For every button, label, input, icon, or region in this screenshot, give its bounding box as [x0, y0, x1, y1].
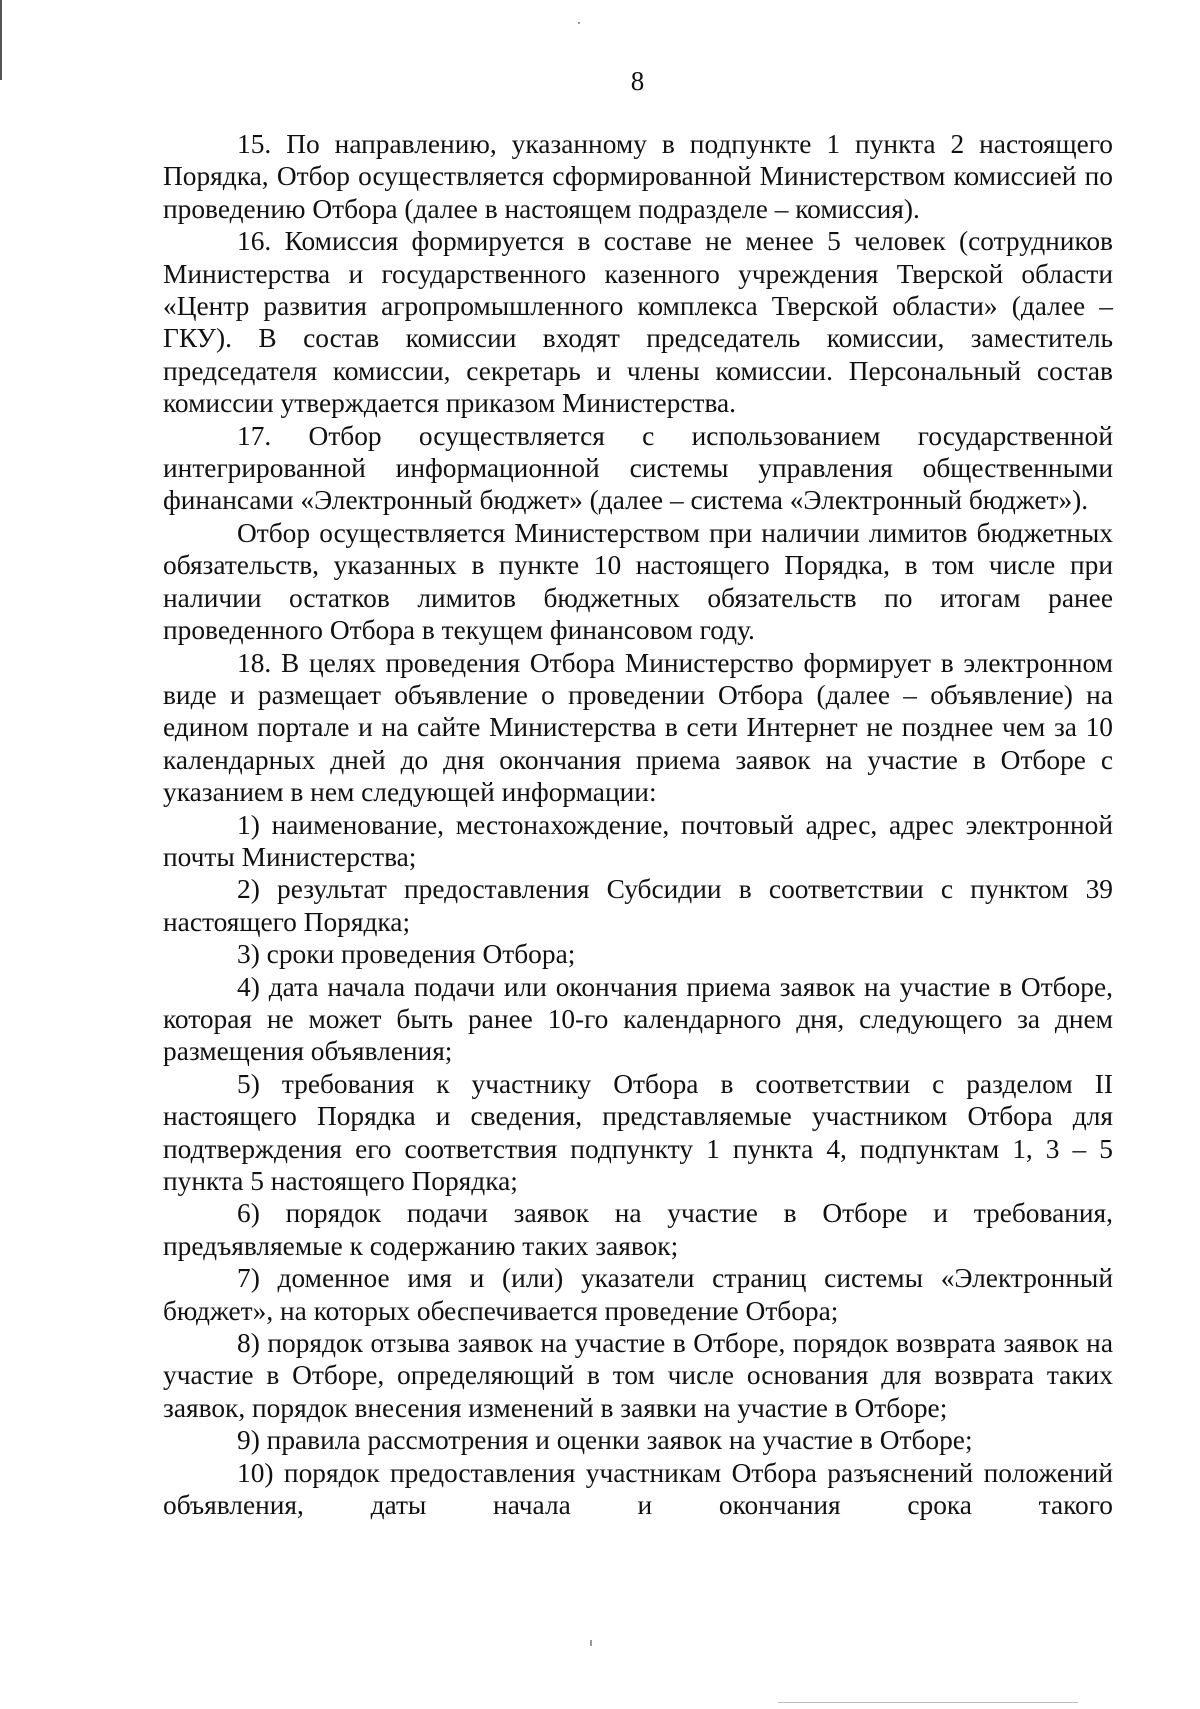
scan-speck: [578, 22, 580, 24]
paragraph-16: 16. Комиссия формируется в составе не менее 5 человек (сотрудников Министерства и государственного казенного учреждения Тверской области «Центр развития агропромышленного комплекса Тверской области» (далее – ГКУ). В состав комиссии входят председатель комиссии, заместитель председателя комиссии, секретарь и члены комиссии. Персональный состав комиссии утверждается приказом Министерства.: [163, 226, 1113, 419]
paragraph-17-continued: Отбор осуществляется Министерством при наличии лимитов бюджетных обязательств, указанных в пункте 10 настоящего Порядка, в том числе при наличии остатков лимитов бюджетных обязательств по итогам ранее проведенного Отбора в текущем финансовом году.: [163, 517, 1113, 646]
list-item-1: 1) наименование, местонахождение, почтовый адрес, адрес электронной почты Министерства;: [163, 809, 1113, 872]
list-item-2: 2) результат предоставления Субсидии в соответствии с пунктом 39 настоящего Порядка;: [163, 874, 1113, 937]
list-item-4: 4) дата начала подачи или окончания приема заявок на участие в Отборе, которая не может быть ранее 10-го календарного дня, следующего за днем размещения объявления;: [163, 971, 1113, 1067]
list-item-5: 5) требования к участнику Отбора в соответствии с разделом II настоящего Порядка и сведения, представляемые участником Отбора для подтверждения его соответствия подпункту 1 пункта 4, подпунктам 1, 3 – 5 пункта 5 настоящего Порядка;: [163, 1068, 1113, 1196]
paragraph-17: 17. Отбор осуществляется с использованием государственной интегрированной информационной системы управления общественными финансами «Электронный бюджет» (далее – система «Электронный бюджет»).: [163, 420, 1113, 516]
page-number: 8: [630, 66, 645, 96]
list-item-3: 3) сроки проведения Отбора;: [237, 939, 576, 970]
list-item-8: 8) порядок отзыва заявок на участие в Отборе, порядок возврата заявок на участие в Отборе, определяющий в том числе основания для возврата таких заявок, порядок внесения изменений в заявки на участие в Отборе;: [163, 1328, 1113, 1423]
scan-speck: [778, 1702, 1078, 1703]
paragraph-15: 15. По направлению, указанному в подпункте 1 пункта 2 настоящего Порядка, Отбор осуществляется сформированной Министерством комиссией по проведению Отбора (далее в настоящем подразделе – комиссия).: [163, 129, 1113, 224]
list-item-7: 7) доменное имя и (или) указатели страниц системы «Электронный бюджет», на которых обеспечивается проведение Отбора;: [163, 1263, 1113, 1326]
scan-speck: [590, 1640, 592, 1646]
document-body: [163, 128, 1113, 1521]
paragraph-18: 18. В целях проведения Отбора Министерство формирует в электронном виде и размещает объявление о проведении Отбора (далее – объявление) на едином портале и на сайте Министерства в сети Интернет не позднее чем за 10 календарных дней до дня окончания приема заявок на участие в Отборе с указанием в нем следующей информации:: [163, 647, 1113, 808]
list-item-9: 9) правила рассмотрения и оценки заявок на участие в Отборе;: [237, 1425, 973, 1456]
list-item-10: 10) порядок предоставления участникам Отбора разъяснений положений объявления, даты начала и окончания срока такого: [163, 1457, 1113, 1521]
list-item-6: 6) порядок подачи заявок на участие в Отборе и требования, предъявляемые к содержанию таких заявок;: [163, 1198, 1113, 1261]
